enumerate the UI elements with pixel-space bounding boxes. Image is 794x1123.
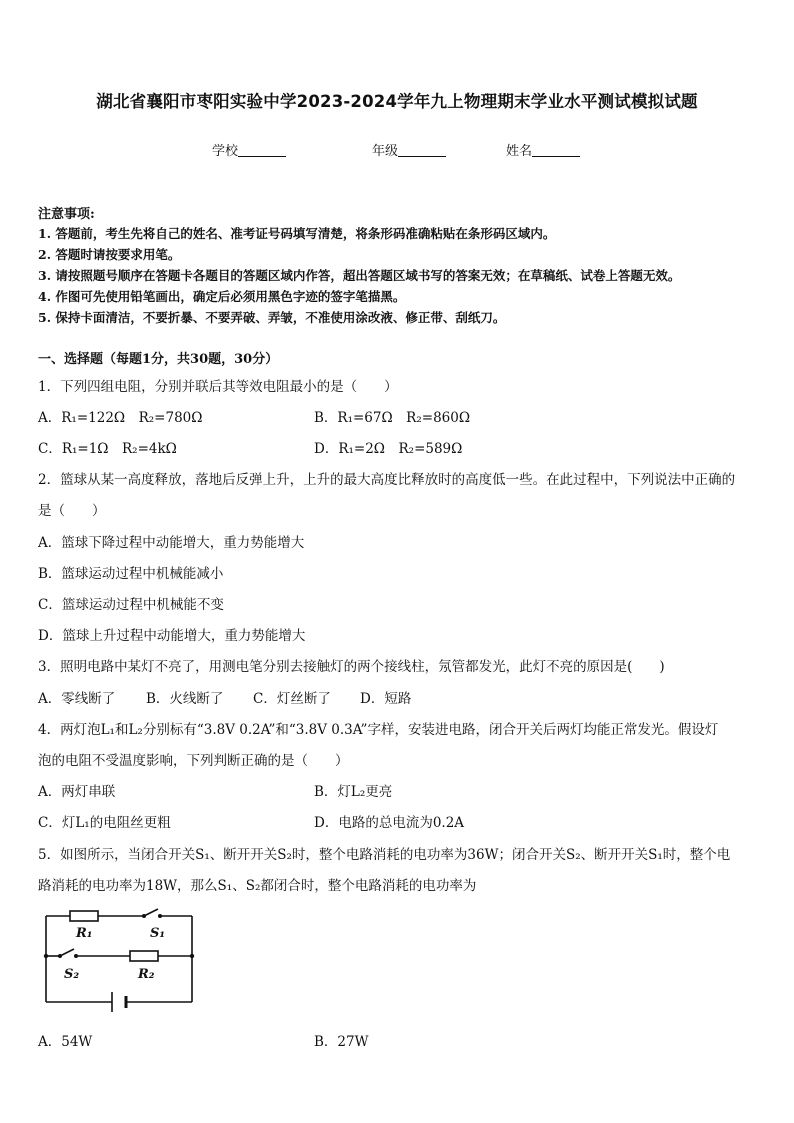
q3-option-d[interactable]: D．短路 [360,691,412,707]
question-4-stem-cont: 泡的电阻不受温度影响，下列判断正确的是（ ） [38,753,349,769]
junction-node [44,954,48,958]
switch-s2-contact [58,954,62,958]
note-item: 5. 保持卡面清洁，不要折暴、不要弄破、弄皱，不准使用涂改液、修正带、刮纸刀。 [38,310,506,325]
note-item: 1. 答题前，考生先将自己的姓名、准考证号码填写清楚，将条形码准确粘贴在条形码区域内。 [38,226,556,241]
q1-option-c[interactable]: C．R₁=1Ω R₂=4kΩ [38,441,177,457]
switch-s1-blade [144,909,158,916]
school-blank[interactable] [238,143,286,157]
switch-s2-blade [60,949,74,956]
q1-option-b[interactable]: B．R₁=67Ω R₂=860Ω [314,410,471,426]
label-s2: S₂ [64,967,80,982]
q3-option-b[interactable]: B．火线断了 [146,691,224,707]
question-4-stem: 4．两灯泡L₁和L₂分别标有“3.8V 0.2A”和“3.8V 0.3A”字样，安装进电路，闭合开关后两灯均能正常发光。假设灯 [38,722,719,738]
q2-option-c[interactable]: C．篮球运动过程中机械能不变 [38,597,224,613]
note-item: 3. 请按照题号顺序在答题卡各题目的答题区域内作答，超出答题区域书写的答案无效；在草稿纸、试卷上答题无效。 [38,268,681,283]
q5-option-b[interactable]: B．27W [314,1034,369,1050]
q2-option-b[interactable]: B．篮球运动过程中机械能减小 [38,566,224,582]
grade-label: 年级 [372,144,399,159]
page-title: 湖北省襄阳市枣阳实验中学2023-2024学年九上物理期末学业水平测试模拟试题 [96,92,698,111]
school-field[interactable] [212,140,286,159]
label-r2: R₂ [138,967,155,982]
switch-s2-contact [74,954,78,958]
section-heading: 一、选择题（每题1分，共30题，30分） [38,352,279,367]
q1-option-a[interactable]: A．R₁=122Ω R₂=780Ω [38,410,203,426]
q4-option-b[interactable]: B．灯L₂更亮 [314,784,393,800]
school-label: 学校 [212,144,239,159]
note-item: 2. 答题时请按要求用笔。 [38,247,181,262]
grade-blank[interactable] [398,143,446,157]
q2-option-d[interactable]: D．篮球上升过程中动能增大，重力势能增大 [38,628,306,644]
question-5-stem: 5．如图所示，当闭合开关S₁、断开开关S₂时，整个电路消耗的电功率为36W；闭合开关S₂、断开开关S₁时，整个电 [38,847,731,863]
question-2-stem: 2．篮球从某一高度释放，落地后反弹上升，上升的最大高度比释放时的高度低一些。在此过程中，下列说法中正确的 [38,472,736,488]
label-r1: R₁ [76,926,93,941]
question-2-stem-cont: 是（ ） [38,503,106,519]
question-1-stem: 1．下列四组电阻，分别并联后其等效电阻最小的是（ ） [38,379,398,395]
circuit-diagram [40,906,200,1016]
label-s1: S₁ [150,926,166,941]
q3-option-c[interactable]: C．灯丝断了 [253,691,331,707]
q3-option-a[interactable]: A．零线断了 [38,691,116,707]
q1-option-d[interactable]: D．R₁=2Ω R₂=589Ω [314,441,463,457]
name-blank[interactable] [532,143,580,157]
q4-option-a[interactable]: A．两灯串联 [38,784,116,800]
switch-s1-contact [158,914,162,918]
note-item: 4. 作图可先使用铅笔画出，确定后必须用黑色字迹的签字笔描黑。 [38,289,406,304]
junction-node [190,954,194,958]
switch-s1-contact [142,914,146,918]
resistor-r1 [70,911,98,921]
notes-title: 注意事项: [38,207,95,222]
q5-option-a[interactable]: A．54W [38,1034,93,1050]
name-label: 姓名 [506,144,533,159]
q4-option-c[interactable]: C．灯L₁的电阻丝更粗 [38,815,171,831]
q4-option-d[interactable]: D．电路的总电流为0.2A [314,815,465,831]
grade-field[interactable] [372,140,446,159]
question-3-stem: 3．照明电路中某灯不亮了，用测电笔分别去接触灯的两个接线柱，氖管都发光，此灯不亮的原因是( ) [38,659,665,675]
question-5-stem-cont: 路消耗的电功率为18W，那么S₁、S₂都闭合时，整个电路消耗的电功率为 [38,878,477,894]
q2-option-a[interactable]: A．篮球下降过程中动能增大，重力势能增大 [38,535,305,551]
resistor-r2 [130,951,158,961]
name-field[interactable] [506,140,580,159]
